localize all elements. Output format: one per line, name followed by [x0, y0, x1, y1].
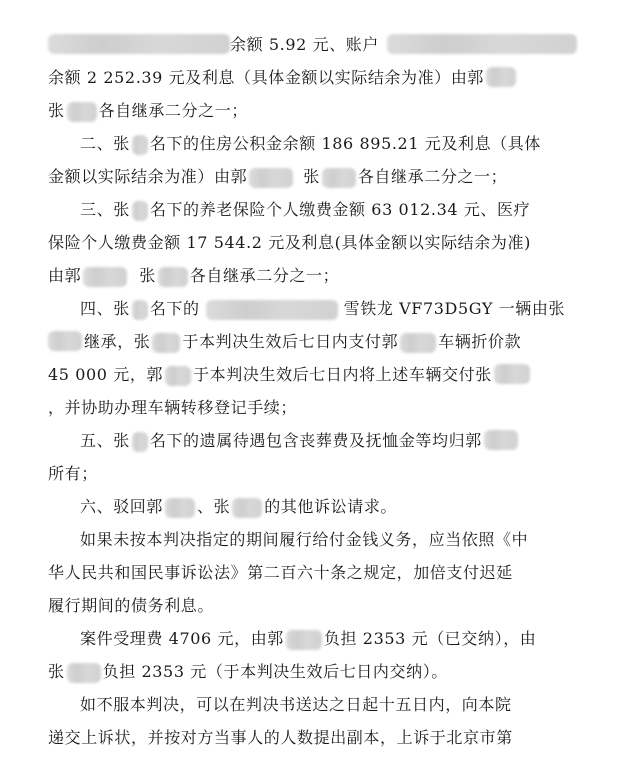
text-segment: 继承，张: [84, 332, 151, 351]
redacted-name: [400, 333, 436, 353]
text-segment: 45 000 元，郭: [48, 365, 164, 384]
text-line-17: [48, 557, 513, 589]
text-segment: 五、张: [80, 431, 130, 450]
text-segment: 各自继承二分之一；: [98, 101, 249, 120]
text-segment: 各自继承二分之一；: [189, 266, 340, 285]
text-line-5: [48, 161, 507, 193]
text-line-21: [80, 689, 512, 721]
text-segment: 保险个人缴费金额 17 544.2 元及利息(具体金额以实际结余为准): [48, 233, 531, 252]
text-segment: 名下的养老保险个人缴费金额 63 012.34 元、医疗: [149, 200, 531, 219]
redacted-plate: [206, 300, 338, 320]
redacted-name: [152, 333, 180, 353]
text-line-1: [48, 29, 577, 61]
redacted-name: [132, 300, 148, 320]
text-line-11: [48, 359, 530, 391]
redacted-name: [322, 168, 356, 188]
redacted-name: [132, 432, 148, 452]
text-segment: 六、驳回郭: [80, 497, 164, 516]
text-segment: 张: [139, 266, 156, 285]
text-segment: 各自继承二分之一；: [357, 167, 508, 186]
text-line-7: [48, 227, 531, 259]
redacted-name: [158, 267, 188, 287]
text-line-15: [80, 491, 397, 523]
text-line-18: [48, 590, 214, 622]
text-line-13: [80, 425, 518, 457]
redacted-account: [48, 34, 230, 54]
text-segment: 余额 2 252.39 元及利息（具体金额以实际结余为准）由郭: [48, 68, 485, 87]
redacted-name: [132, 201, 148, 221]
text-segment: 所有；: [48, 464, 98, 483]
text-segment: 张: [48, 662, 65, 681]
text-segment: 名下的遗属待遇包含丧葬费及抚恤金等均归郭: [149, 431, 482, 450]
redacted-name: [48, 331, 82, 351]
text-segment: 名下的住房公积金余额 186 895.21 元及利息（具体: [149, 134, 541, 153]
redacted-name: [484, 430, 518, 450]
text-segment: 三、张: [80, 200, 130, 219]
text-line-20: [48, 656, 448, 688]
redacted-name: [67, 663, 101, 683]
text-line-19: [80, 623, 536, 655]
redacted-name: [83, 267, 127, 287]
redacted-name: [67, 102, 97, 122]
text-segment: 二、张: [80, 134, 130, 153]
text-line-6: [80, 194, 530, 226]
text-line-9: [80, 293, 565, 325]
text-line-8: [48, 260, 339, 292]
redacted-name: [494, 364, 530, 384]
text-segment: 张: [48, 101, 65, 120]
text-segment: 四、张: [80, 299, 130, 318]
text-line-4: [80, 128, 541, 160]
text-line-22: [48, 722, 513, 754]
text-line-14: [48, 458, 98, 490]
text-segment: 的其他诉讼请求。: [264, 497, 398, 516]
text-line-16: [80, 524, 528, 556]
text-segment: 如果未按本判决指定的期间履行给付金钱义务，应当依照《中: [80, 530, 529, 549]
text-segment: 雪铁龙 VF73D5GY 一辆由张: [343, 299, 566, 318]
text-segment: 、张: [197, 497, 231, 516]
text-segment: ，并协助办理车辆转移登记手续；: [48, 398, 298, 417]
text-segment: 名下的: [149, 299, 200, 318]
text-segment: 负担 2353 元（于本判决生效后七日内交纳）。: [102, 662, 448, 681]
text-segment: 张: [303, 167, 320, 186]
text-segment: 履行期间的债务利息。: [48, 596, 215, 615]
text-segment: 华人民共和国民事诉讼法》第二百六十条之规定，加倍支付迟延: [48, 563, 513, 582]
text-segment: 递交上诉状，并按对方当事人的人数提出副本，上诉于北京市第: [48, 728, 513, 747]
text-segment: 金额以实际结余为准）由郭: [48, 167, 248, 186]
text-line-12: [48, 392, 297, 424]
redacted-account: [387, 34, 577, 54]
text-segment: 于本判决生效后七日内支付郭: [182, 332, 399, 351]
text-segment: 由郭: [48, 266, 82, 285]
redacted-name: [165, 366, 191, 386]
redacted-name: [132, 135, 148, 155]
redacted-name: [286, 630, 322, 650]
text-segment: 负担 2353 元（已交纳），由: [323, 629, 537, 648]
text-segment: 如不服本判决，可以在判决书送达之日起十五日内，向本院: [80, 695, 512, 714]
text-segment: 于本判决生效后七日内将上述车辆交付张: [193, 365, 492, 384]
redacted-name: [232, 498, 262, 518]
redacted-name: [165, 498, 195, 518]
text-line-2: [48, 62, 516, 94]
redacted-name: [249, 168, 293, 188]
text-segment: 案件受理费 4706 元，由郭: [80, 629, 284, 648]
text-line-3: [48, 95, 248, 127]
text-segment: 余额 5.92 元、账户: [230, 35, 379, 54]
text-line-10: [48, 326, 521, 358]
text-segment: 车辆折价款: [438, 332, 522, 351]
redacted-name: [486, 67, 516, 87]
